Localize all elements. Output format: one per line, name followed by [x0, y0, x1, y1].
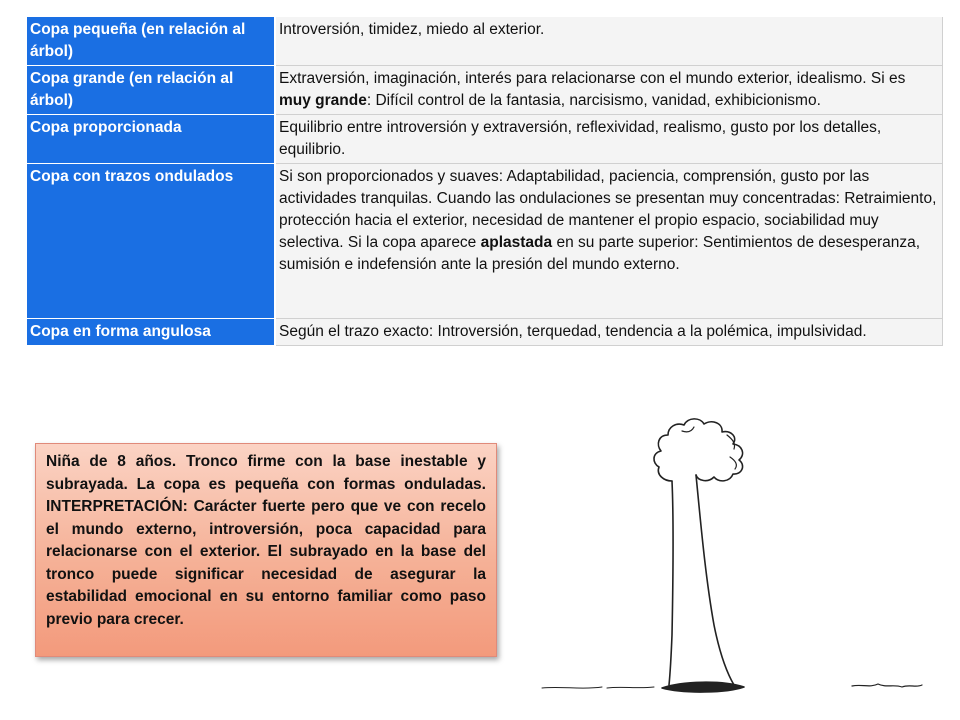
case-note-text: Niña de 8 años. Tronco firme con la base inestable y subrayada. La copa es pequeña con formas onduladas. INTERPRETACIÓN: Carácter fuerte pero que ve con recelo el mundo externo, introversión, poca capacidad para relacionarse con el exterior. El subrayado en la base del tronco puede significar necesidad de asegurar la estabilidad emocional en su entorno familiar como paso previo para crecer. [46, 453, 486, 628]
value-text: Extraversión, imaginación, interés para relacionarse con el mundo exterior, idealismo. Si es [279, 70, 906, 87]
tree-trunk-left [669, 481, 673, 685]
row-key: Copa en forma angulosa [27, 319, 275, 346]
row-key: Copa pequeña (en relación al árbol) [27, 17, 275, 66]
table-row [27, 115, 943, 164]
tree-crown-inner-strokes [682, 427, 736, 469]
table-row [27, 17, 943, 66]
value-text: Si son proporcionados y suaves: Adaptabilidad, paciencia, comprensión, gusto por las actividades tranquilas. Cuando las ondulaciones se presentan muy concentradas: Retraimiento, protección hacia el exterior, necesidad de mantener el propio espacio, sociabilidad muy selectiva. Si la copa aparece [279, 168, 937, 251]
row-value: Según el trazo exacto: Introversión, terquedad, tendencia a la polémica, impulsividad. [275, 319, 943, 346]
tree-drawing [522, 405, 932, 705]
table-row [27, 66, 943, 115]
row-value: Introversión, timidez, miedo al exterior. [275, 17, 943, 66]
ground-line-right [852, 684, 922, 687]
table-row [27, 319, 943, 346]
tree-trunk-right [696, 475, 734, 685]
value-text: : Difícil control de la fantasia, narcisismo, vanidad, exhibicionismo. [366, 92, 821, 109]
value-text: en su parte superior: Sentimientos de desesperanza, sumisión e indefensión ante la presión del mundo externo. [279, 234, 921, 273]
tree-crown [654, 419, 743, 481]
case-note-box [35, 443, 497, 657]
row-value [275, 66, 943, 115]
ground-line-left [542, 687, 654, 688]
row-value: Equilibrio entre introversión y extraversión, reflexividad, realismo, gusto por los detalles, equilibrio. [275, 115, 943, 164]
tree-base-shadow [662, 682, 744, 692]
value-emphasis: aplastada [480, 234, 553, 251]
row-key: Copa proporcionada [27, 115, 275, 164]
tree-crown-interpretation-table [27, 17, 943, 346]
row-value [275, 164, 943, 319]
row-key: Copa con trazos ondulados [27, 164, 275, 319]
value-emphasis: muy grande [279, 92, 367, 109]
table-row [27, 164, 943, 319]
row-key: Copa grande (en relación al árbol) [27, 66, 275, 115]
